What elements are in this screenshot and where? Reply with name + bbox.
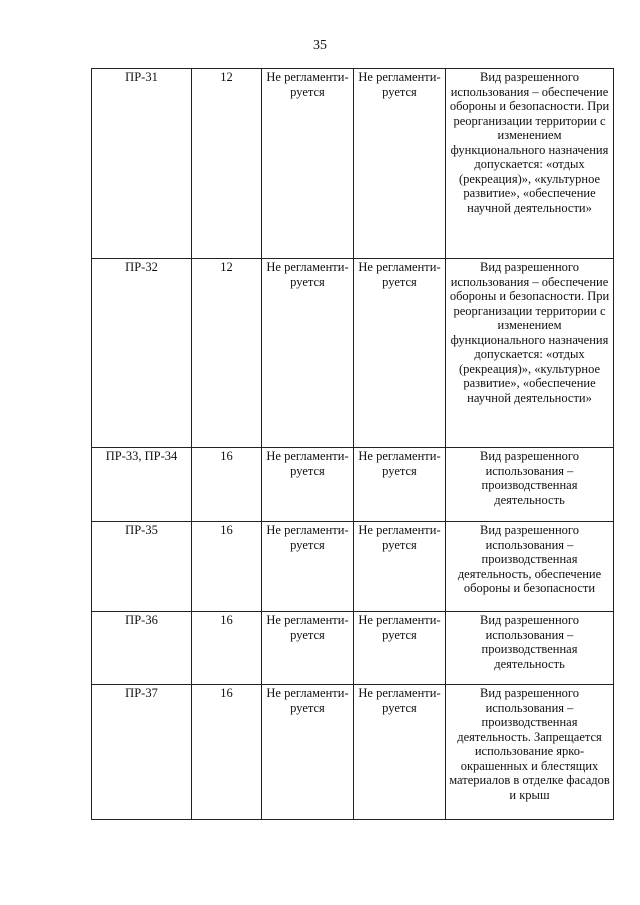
zone-code-cell: ПР-35	[92, 522, 192, 612]
table-row	[92, 69, 614, 259]
parameter-cell: Не регламенти-руется	[354, 448, 446, 522]
height-cell: 16	[192, 685, 262, 820]
parameter-cell: Не регламенти-руется	[354, 612, 446, 685]
height-cell: 16	[192, 522, 262, 612]
zone-code-cell: ПР-36	[92, 612, 192, 685]
table-row	[92, 448, 614, 522]
usage-note-cell: Вид разрешенного использования – обеспечение обороны и безопасности. При реорганизации территории с изменением функционального назначения допускается: «отдых (рекреация)», «культурное развитие», «обеспечение научной деятельности»	[446, 69, 614, 259]
usage-note-cell: Вид разрешенного использования – производственная деятельность	[446, 612, 614, 685]
zone-regulations-table	[91, 68, 614, 820]
usage-note-cell: Вид разрешенного использования – производственная деятельность. Запрещается использование ярко-окрашенных и блестящих материалов в отделке фасадов и крыш	[446, 685, 614, 820]
height-cell: 12	[192, 259, 262, 448]
height-cell: 12	[192, 69, 262, 259]
parameter-cell: Не регламенти-руется	[262, 522, 354, 612]
table-row	[92, 612, 614, 685]
parameter-cell: Не регламенти-руется	[354, 685, 446, 820]
parameter-cell: Не регламенти-руется	[262, 448, 354, 522]
table-row	[92, 685, 614, 820]
zone-code-cell: ПР-31	[92, 69, 192, 259]
height-cell: 16	[192, 612, 262, 685]
usage-note-cell: Вид разрешенного использования – производственная деятельность	[446, 448, 614, 522]
parameter-cell: Не регламенти-руется	[354, 522, 446, 612]
usage-note-cell: Вид разрешенного использования – производственная деятельность, обеспечение обороны и безопасности	[446, 522, 614, 612]
zone-code-cell: ПР-33, ПР-34	[92, 448, 192, 522]
height-cell: 16	[192, 448, 262, 522]
usage-note-cell: Вид разрешенного использования – обеспечение обороны и безопасности. При реорганизации территории с изменением функционального назначения допускается: «отдых (рекреация)», «культурное развитие», «обеспечение научной деятельности»	[446, 259, 614, 448]
parameter-cell: Не регламенти-руется	[354, 259, 446, 448]
parameter-cell: Не регламенти-руется	[262, 685, 354, 820]
parameter-cell: Не регламенти-руется	[262, 259, 354, 448]
table-row	[92, 259, 614, 448]
zone-code-cell: ПР-37	[92, 685, 192, 820]
parameter-cell: Не регламенти-руется	[354, 69, 446, 259]
page-number: 35	[313, 38, 327, 53]
zone-code-cell: ПР-32	[92, 259, 192, 448]
parameter-cell: Не регламенти-руется	[262, 69, 354, 259]
table-row	[92, 522, 614, 612]
parameter-cell: Не регламенти-руется	[262, 612, 354, 685]
